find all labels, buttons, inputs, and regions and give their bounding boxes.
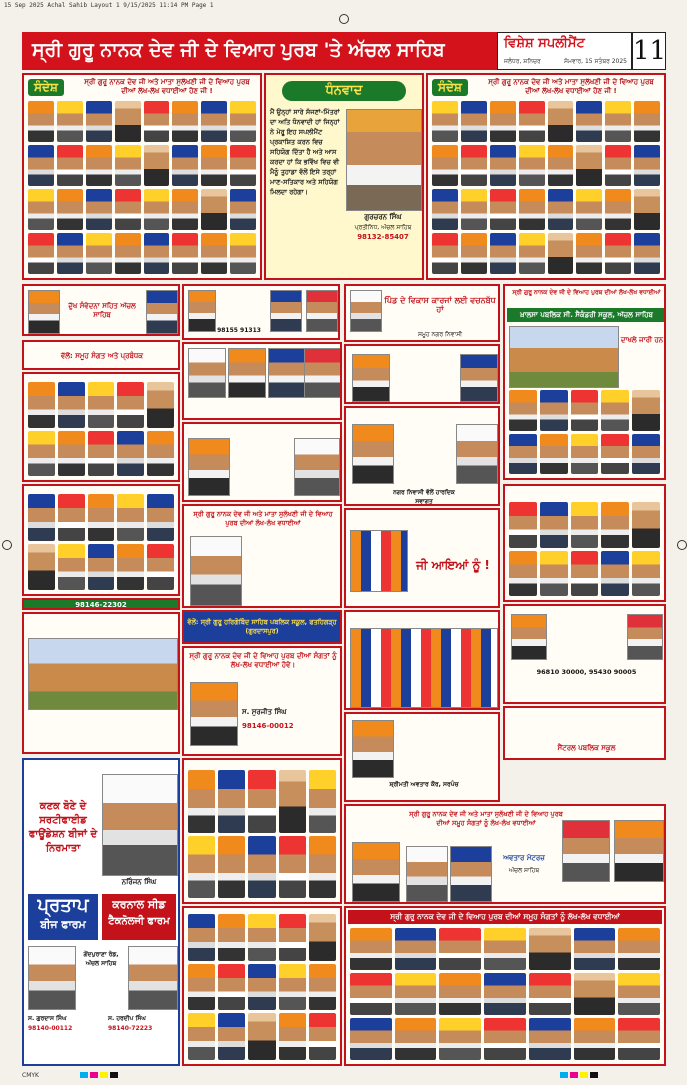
portrait (248, 914, 275, 961)
portrait (540, 502, 568, 548)
portrait (28, 382, 55, 428)
portrait (548, 233, 574, 274)
partner-2-phone: 98140-72223 (108, 1025, 153, 1032)
portrait (509, 502, 537, 548)
portrait (439, 1018, 481, 1060)
seed-farm-ad (22, 758, 180, 1066)
photo-grid (350, 928, 660, 1060)
portrait (576, 101, 602, 142)
portrait (490, 145, 516, 186)
color-bar-yellow (100, 1072, 108, 1078)
portrait (230, 145, 256, 186)
portrait (540, 434, 568, 475)
portrait (350, 928, 392, 970)
representative-role: ਪ੍ਰਤੀਨਿਧ, ਅੱਚਲ ਸਾਹਿਬ (354, 224, 412, 231)
condolence-text: ਦੁੱਖ ਸੰਵੇਦਨਾ ਸਹਿਤ ਅੱਚਲ ਸਾਹਿਬ (68, 302, 136, 319)
portrait (605, 145, 631, 186)
portrait (230, 101, 256, 142)
portrait (201, 189, 227, 230)
portrait (270, 290, 302, 332)
portrait (352, 720, 394, 778)
small-greeting-ad (182, 284, 340, 340)
mid-portrait-ad (344, 712, 500, 802)
page-title: ਸ੍ਰੀ ਗੁਰੂ ਨਾਨਕ ਦੇਵ ਜੀ ਦੇ ਵਿਆਹ ਪੁਰਬ 'ਤੇ ਅੱਚਲ ਸਾਹਿਬ (22, 32, 497, 70)
poster-caption: ਵੱਲੋਂ: ਸਮੂਹ ਸੰਗਤ ਅਤੇ ਪ੍ਰਬੰਧਕ (60, 352, 144, 360)
portrait (571, 390, 599, 431)
staff-photo-grid (509, 390, 660, 474)
portrait (28, 544, 55, 591)
footer-cmyk: CMYK (22, 1072, 39, 1079)
portrait (571, 502, 599, 548)
portrait (146, 290, 178, 334)
right-mid-ad (503, 604, 666, 704)
portrait (574, 973, 616, 1015)
portrait (117, 494, 144, 541)
founder-photo (102, 774, 178, 876)
portrait (548, 101, 574, 142)
color-bar-magenta (570, 1072, 578, 1078)
portrait (350, 1018, 392, 1060)
portrait (58, 431, 85, 477)
portrait (632, 502, 660, 548)
portrait (144, 101, 170, 142)
portrait (188, 964, 215, 1011)
pratap-brand (28, 894, 98, 940)
portrait (88, 544, 115, 591)
registration-mark-icon (2, 540, 12, 550)
poster-ad (22, 340, 180, 370)
portrait (395, 1018, 437, 1060)
phone-strip-text: 98146-22302 (75, 601, 127, 609)
institute-ad (22, 612, 180, 754)
portrait (201, 101, 227, 142)
portrait (309, 1013, 336, 1060)
portrait (28, 290, 60, 334)
portrait (144, 233, 170, 274)
pratap-subtitle: ਬੀਜ ਫਾਰਮ (40, 918, 86, 931)
portrait (461, 101, 487, 142)
portrait (509, 551, 537, 597)
family-photo (350, 530, 408, 592)
portrait (309, 836, 336, 899)
portrait (57, 101, 83, 142)
portrait (28, 494, 55, 541)
color-bar-yellow (580, 1072, 588, 1078)
partner-photo-1 (28, 946, 76, 1010)
portrait (88, 431, 115, 477)
portrait (352, 354, 390, 402)
portrait (456, 424, 498, 484)
portrait (188, 914, 215, 961)
portrait (188, 770, 215, 833)
portrait (618, 973, 660, 1015)
karnal-subtitle: ਟੈਕਨੋਲਜੀ ਫਾਰਮ (108, 916, 170, 927)
portrait (115, 233, 141, 274)
portrait (144, 189, 170, 230)
portrait (218, 914, 245, 961)
portrait (279, 836, 306, 899)
school-name: ਖ਼ਾਲਸਾ ਪਬਲਿਕ ਸੀ. ਸੈਕੰਡਰੀ ਸਕੂਲ, ਅੱਚਲ ਸਾਹਿਬ (507, 308, 666, 322)
portrait (58, 382, 85, 428)
dateline-date: ਸੋਮਵਾਰ, 15 ਸਤੰਬਰ 2025 (564, 58, 627, 65)
portrait (230, 233, 256, 274)
dhanwad-panel (264, 73, 424, 280)
portrait (439, 973, 481, 1015)
bottom-right-mid-panel (344, 804, 666, 904)
portrait (529, 973, 571, 1015)
portrait (279, 1013, 306, 1060)
portrait (439, 928, 481, 970)
portrait (350, 973, 392, 1015)
sikh-school-text: ਵੱਲੋਂ: ਸ੍ਰੀ ਗੁਰੂ ਹਰਿਗੋਬਿੰਦ ਸਾਹਿਬ ਪਬਲਿਕ ਸਕੂਲ, ਫਤਹਿਗੜ੍ਹ (ਗੁਰਦਾਸਪੁਰ) (187, 618, 337, 635)
centre-photos-c (344, 344, 500, 404)
portrait (294, 438, 340, 496)
crowd-photo-panel (344, 610, 500, 710)
village-ad-title: ਪਿੰਡ ਦੇ ਵਿਕਾਸ ਕਾਰਜਾਂ ਲਈ ਵਚਨਬੱਧ ਹਾਂ (384, 296, 496, 314)
portrait (461, 233, 487, 274)
greeting-2-phone: 98146-00012 (242, 722, 294, 730)
bottom-banner-panel (344, 906, 666, 1066)
color-bar-black (590, 1072, 598, 1078)
portrait (484, 928, 526, 970)
portrait (279, 964, 306, 1011)
portrait (88, 382, 115, 428)
school-ad (503, 284, 666, 480)
portrait (601, 434, 629, 475)
portrait (309, 914, 336, 961)
portrait (352, 842, 400, 902)
portrait (571, 551, 599, 597)
left-greeting-grid-2 (22, 484, 180, 596)
partner-2-name: ਸ. ਹਰਦੀਪ ਸਿੰਘ (108, 1015, 146, 1022)
page-number: 11 (632, 32, 666, 70)
portrait (461, 189, 487, 230)
crowd-photo (350, 628, 498, 708)
portrait (632, 434, 660, 475)
registration-mark-icon (339, 14, 349, 24)
mid-caption: ਸ਼੍ਰੀਮਤੀ ਅਵਤਾਰ ਕੌਰ, ਸਰਪੰਚ (389, 781, 459, 788)
sikh-school-banner (182, 610, 342, 644)
firm-place: ਅੱਚਲ ਸਾਹਿਬ (508, 867, 540, 874)
portrait (601, 551, 629, 597)
portrait (201, 233, 227, 274)
greeting-2-name: ਸ. ਸੁਰਜੀਤ ਸਿੰਘ (242, 708, 287, 716)
portrait (605, 233, 631, 274)
portrait (248, 836, 275, 899)
portrait (309, 770, 336, 833)
photo-grid (188, 914, 336, 1060)
portrait (529, 1018, 571, 1060)
portrait (86, 145, 112, 186)
portrait (201, 145, 227, 186)
village-development-ad (344, 284, 500, 342)
sandesh-tag: ਸੰਦੇਸ਼ (28, 79, 64, 96)
portrait (432, 145, 458, 186)
portrait (172, 145, 198, 186)
portrait (634, 101, 660, 142)
portrait (86, 189, 112, 230)
photo-grid (188, 770, 336, 898)
portrait (58, 544, 85, 591)
portrait (218, 964, 245, 1011)
portrait (309, 964, 336, 1011)
portrait (562, 820, 610, 882)
portrait (188, 348, 226, 398)
registration-mark-icon (677, 540, 687, 550)
portrait (460, 354, 498, 402)
portrait (57, 233, 83, 274)
portrait (86, 233, 112, 274)
portrait (509, 434, 537, 475)
portrait (601, 390, 629, 431)
bottom-banner: ਸ੍ਰੀ ਗੁਰੂ ਨਾਨਕ ਦੇਵ ਜੀ ਦੇ ਵਿਆਹ ਪੁਰਬ ਦੀਆਂ ਸਮੂਹ ਸੰਗਤਾਂ ਨੂੰ ਲੱਖ-ਲੱਖ ਵਧਾਈਆਂ (348, 910, 662, 924)
portrait (144, 145, 170, 186)
portrait (58, 494, 85, 541)
representative-phone: 98132-85407 (357, 233, 409, 241)
portrait (352, 424, 394, 484)
portrait (490, 233, 516, 274)
bottom-centre-grid (182, 906, 342, 1066)
color-bar-magenta (90, 1072, 98, 1078)
portrait (172, 233, 198, 274)
portrait (614, 820, 664, 882)
portrait (172, 101, 198, 142)
portrait (406, 846, 448, 902)
partner-1-name: ਸ. ਗੁਰਦਾਸ ਸਿੰਘ (28, 1015, 67, 1022)
dhanwad-title: ਧੰਨਵਾਦ (282, 81, 406, 101)
portrait (57, 189, 83, 230)
greeting-ad-1 (182, 504, 342, 608)
portrait (117, 431, 144, 477)
center-greeting: ਸ੍ਰੀ ਗੁਰੂ ਨਾਨਕ ਦੇਵ ਜੀ ਅਤੇ ਮਾਤਾ ਸੁਲੱਖਣੀ ਜੀ ਦੇ ਵਿਆਹ ਪੁਰਬ ਦੀਆਂ ਸਮੂਹ ਸੰਗਤਾਂ ਨੂੰ ਲੱਖ-ਲੱਖ ਵਧਾਈਆਂ (409, 810, 563, 827)
portrait (28, 101, 54, 142)
portrait (172, 189, 198, 230)
portrait (576, 145, 602, 186)
portrait (519, 101, 545, 142)
school-greeting: ਸ੍ਰੀ ਗੁਰੂ ਨਾਨਕ ਦੇਵ ਜੀ ਦੇ ਵਿਆਹ ਪੁਰਬ ਦੀਆਂ ਲੱਖ-ਲੱਖ ਵਧਾਈਆਂ (512, 289, 661, 296)
portrait (461, 145, 487, 186)
portrait (490, 189, 516, 230)
portrait (117, 544, 144, 591)
portrait (115, 101, 141, 142)
portrait (304, 348, 342, 398)
founder-name: ਨਰਿੰਜਨ ਸਿੰਘ (121, 878, 157, 886)
sandesh-tag: ਸੰਦੇਸ਼ (432, 79, 468, 96)
portrait (601, 502, 629, 548)
sandesh-left-panel (22, 73, 262, 280)
representative-name: ਗੁਰਚਰਨ ਸਿੰਘ (364, 213, 402, 221)
portrait (350, 290, 382, 332)
photo-grid (28, 382, 174, 476)
portrait (248, 770, 275, 833)
portrait (147, 544, 174, 591)
centre-photos-a (182, 342, 342, 420)
portrait (57, 145, 83, 186)
portrait (88, 494, 115, 541)
portrait (432, 189, 458, 230)
portrait (147, 494, 174, 541)
portrait (147, 382, 174, 428)
portrait (147, 431, 174, 477)
portrait (395, 973, 437, 1015)
nagar-ad (344, 406, 500, 506)
portrait (218, 836, 245, 899)
portrait (574, 1018, 616, 1060)
portrait (576, 233, 602, 274)
portrait (618, 928, 660, 970)
portrait (228, 348, 266, 398)
portrait (627, 614, 663, 660)
portrait (432, 101, 458, 142)
karnal-title: ਕਰਨਾਲ ਸੀਡ (112, 898, 166, 911)
portrait (511, 614, 547, 660)
portrait (548, 145, 574, 186)
portrait (115, 189, 141, 230)
portrait (529, 928, 571, 970)
portrait (28, 189, 54, 230)
portrait (571, 434, 599, 475)
portrait (188, 290, 216, 332)
portrait (450, 846, 492, 902)
portrait (634, 189, 660, 230)
portrait (519, 145, 545, 186)
portrait (190, 682, 238, 746)
portrait (632, 551, 660, 597)
portrait (432, 233, 458, 274)
portrait (28, 145, 54, 186)
portrait (306, 290, 338, 332)
firm-name: ਅਵਤਾਰ ਮੋਟਰਜ਼ (503, 854, 545, 862)
greeting-1-text: ਸ੍ਰੀ ਗੁਰੂ ਨਾਨਕ ਦੇਵ ਜੀ ਅਤੇ ਮਾਤਾ ਸੁਲੱਖਣੀ ਜੀ ਦੇ ਵਿਆਹ ਪੁਰਬ ਦੀਆਂ ਲੱਖ-ਲੱਖ ਵਧਾਈਆਂ (193, 510, 333, 527)
portrait (279, 770, 306, 833)
bottom-mid-panel (182, 758, 342, 904)
portrait (618, 1018, 660, 1060)
portrait (218, 770, 245, 833)
photo-grid (432, 101, 660, 274)
school-strip-ad (503, 706, 666, 760)
portrait (115, 145, 141, 186)
karnal-brand (102, 894, 176, 940)
portrait (540, 551, 568, 597)
sandesh-right-panel (426, 73, 666, 280)
school-strip-text: ਸੈਂਟਰਲ ਪਬਲਿਕ ਸਕੂਲ (557, 744, 616, 752)
portrait (395, 928, 437, 970)
portrait (230, 189, 256, 230)
portrait (218, 1013, 245, 1060)
special-supplement-box (497, 32, 632, 70)
village-ad-footer: ਸਮੂਹ ਨਗਰ ਨਿਵਾਸੀ (417, 331, 463, 338)
left-greeting-grid (22, 372, 180, 482)
partner-1-phone: 98140-00112 (28, 1025, 73, 1032)
institute-building-photo (28, 638, 178, 710)
portrait (576, 189, 602, 230)
portrait (605, 189, 631, 230)
portrait (190, 536, 242, 606)
school-building-photo (509, 326, 619, 388)
special-supplement-label: ਵਿਸ਼ੇਸ਼ ਸਪਲੀਮੈਂਟ (504, 36, 585, 51)
representative-photo (346, 109, 422, 211)
portrait (632, 390, 660, 431)
welcome-ad (344, 508, 500, 608)
color-bar-cyan (80, 1072, 88, 1078)
portrait (248, 1013, 275, 1060)
dhanwad-body: ਮੈਂ ਉਨ੍ਹਾਂ ਸਾਰੇ ਸੱਜਣਾਂ-ਮਿੱਤਰਾਂ ਦਾ ਅਤਿ ਧੰਨਵਾਦੀ ਹਾਂ ਜਿਨ੍ਹਾਂ ਨੇ ਮੇਰੂ ਇਹ ਸਪਲੀਮੈਂਟ ਪ੍ਰਕਾਸ਼ਿਤ ਕਰਨ ਵਿਚ ਸਹਿਯੋਗ ਦਿੱਤਾ ਹੈ ਅਤੇ ਆਸ ਕਰਦਾ ਹਾਂ ਕਿ ਭਵਿੱਖ ਵਿਚ ਵੀ ਮੈਨੂੰ ਤੁਹਾਡਾ ਵੱਲੋਂ ਇਸੇ ਤਰ੍ਹਾਂ ਮਾਣ-ਸਤਿਕਾਰ ਅਤੇ ਸਹਿਯੋਗ ਮਿਲਦਾ ਰਹੇਗਾ। (270, 108, 340, 196)
seed-farm-address: ਗੋਂਦਪੁਰਾਣਾ ਰੋਡ, ਅੱਚਲ ਸਾਹਿਬ (83, 951, 119, 967)
condolence-ad (22, 284, 180, 336)
portrait (188, 438, 230, 496)
portrait (86, 101, 112, 142)
portrait (519, 189, 545, 230)
photo-grid (28, 494, 174, 590)
photo-grid (509, 502, 660, 596)
portrait (188, 1013, 215, 1060)
sandesh-header: ਸ੍ਰੀ ਗੁਰੂ ਨਾਨਕ ਦੇਵ ਜੀ ਅਤੇ ਮਾਤਾ ਸੁਲੱਖਣੀ ਜੀ ਦੇ ਵਿਆਹ ਪੁਰਬ ਦੀਆਂ ਲੱਖ-ਲੱਖ ਵਧਾਈਆਂ ਹੋਣ ਜੀ ! (84, 78, 250, 95)
centre-photos-b (182, 422, 342, 502)
seed-farm-headline: ਕਣਕ ਬੋਣੇ ਦੇ ਸਰਟੀਫਾਈਡ ਫਾਊਂਡੇਸ਼ਨ ਬੀਜਾਂ ਦੇ ਨਿਰਮਾਤਾ (28, 801, 98, 854)
portrait (279, 914, 306, 961)
portrait (268, 348, 306, 398)
school-side-note: ਦਾਖਲੇ ਜਾਰੀ ਹਨ (620, 336, 664, 344)
color-bar-cyan (560, 1072, 568, 1078)
portrait (605, 101, 631, 142)
pratap-title: ਪ੍ਰਤਾਪ (37, 895, 89, 916)
portrait (117, 382, 144, 428)
portrait (548, 189, 574, 230)
portrait (188, 836, 215, 899)
ad-phone: 98155 91313 (217, 327, 261, 334)
welcome-text: ਜੀ ਆਇਆਂ ਨੂੰ ! (416, 558, 490, 572)
portrait (28, 431, 55, 477)
portrait (484, 973, 526, 1015)
dateline-location: ਜਲੰਧਰ, ਸ਼ਨਿਚਰ (504, 58, 541, 65)
portrait (484, 1018, 526, 1060)
portrait (634, 145, 660, 186)
portrait (509, 390, 537, 431)
greeting-ad-2 (182, 646, 342, 756)
photo-grid (28, 101, 256, 274)
portrait (519, 233, 545, 274)
portrait (634, 233, 660, 274)
portrait (540, 390, 568, 431)
print-slug: 15 Sep 2025 Achal Sahib Layout 1 9/15/2025 11:14 PM Page 1 (4, 2, 214, 9)
portrait (490, 101, 516, 142)
sandesh-header: ਸ੍ਰੀ ਗੁਰੂ ਨਾਨਕ ਦੇਵ ਜੀ ਅਤੇ ਮਾਤਾ ਸੁਲੱਖਣੀ ਜੀ ਦੇ ਵਿਆਹ ਪੁਰਬ ਦੀਆਂ ਲੱਖ-ਲੱਖ ਵਧਾਈਆਂ ਹੋਣ ਜੀ ! (488, 78, 654, 95)
greeting-2-text: ਸ੍ਰੀ ਗੁਰੂ ਨਾਨਕ ਦੇਵ ਜੀ ਦੇ ਵਿਆਹ ਪੁਰਬ ਦੀਆਂ ਸੰਗਤਾਂ ਨੂੰ ਲੱਖ-ਲੱਖ ਵਧਾਈਆਂ ਹੋਵੇ। (189, 652, 337, 669)
portrait (574, 928, 616, 970)
right-phones: 96810 30000, 95430 90005 (536, 668, 637, 676)
color-bar-black (110, 1072, 118, 1078)
right-greeting-grid (503, 484, 666, 602)
partner-photo-2 (128, 946, 178, 1010)
portrait (28, 233, 54, 274)
phone-strip (22, 598, 180, 610)
portrait (248, 964, 275, 1011)
nagar-ad-text: ਨਗਰ ਨਿਵਾਸੀ ਵੱਲੋਂ ਹਾਰਦਿਕ ਸਵਾਗਤ (393, 489, 455, 505)
